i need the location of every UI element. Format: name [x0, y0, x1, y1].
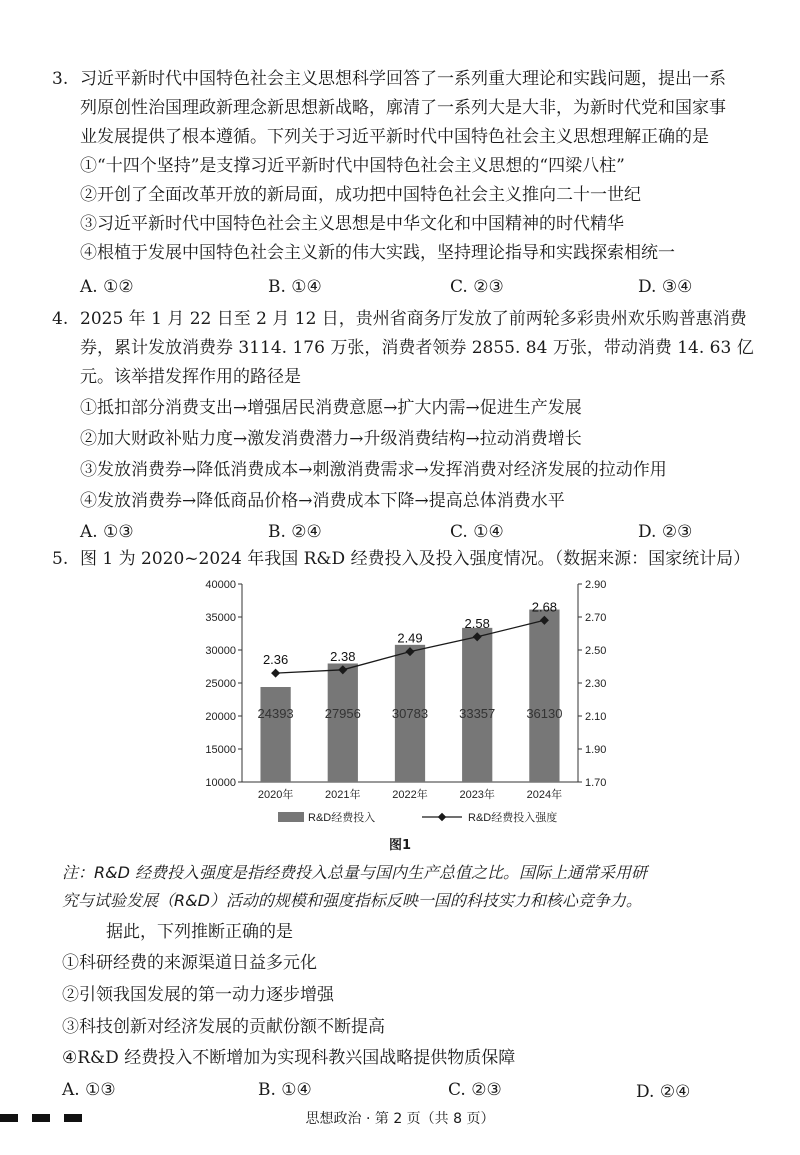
page-footer: 思想政治 · 第 2 页（共 8 页） — [305, 1111, 495, 1127]
q4-option-d[interactable]: D. ②③ — [638, 522, 693, 542]
right-tick-label: 2.30 — [585, 678, 607, 690]
intensity-data-label: 2.68 — [531, 599, 558, 615]
q4-stem-line: 元。该举措发挥作用的路径是 — [80, 367, 301, 387]
q3-number: 3. — [52, 69, 69, 89]
q5-option-c[interactable]: C. ②③ — [448, 1080, 502, 1100]
x-tick-label: 2020年 — [257, 789, 294, 801]
bar-data-label: 36130 — [526, 706, 563, 721]
q3-statement: ②开创了全面改革开放的新局面，成功把中国特色社会主义推向二十一世纪 — [80, 185, 641, 205]
right-tick-label: 2.70 — [585, 612, 607, 624]
right-tick-label: 2.10 — [585, 711, 607, 723]
right-tick-label: 1.70 — [585, 777, 607, 789]
q4-option-b[interactable]: B. ②④ — [268, 522, 322, 542]
right-tick-label: 2.90 — [585, 579, 607, 591]
intensity-data-label: 2.36 — [262, 652, 289, 668]
right-tick-label: 2.50 — [585, 645, 607, 657]
bar-data-label: 30783 — [391, 706, 429, 721]
q5-option-a[interactable]: A. ①③ — [62, 1080, 116, 1100]
left-tick-label: 30000 — [205, 645, 236, 657]
x-tick-label: 2024年 — [526, 789, 563, 801]
q3-option-b[interactable]: B. ①④ — [268, 277, 322, 297]
left-tick-label: 10000 — [205, 777, 236, 789]
q4-statement: ④发放消费券→降低商品价格→消费成本下降→提高总体消费水平 — [80, 491, 565, 511]
bar — [529, 610, 559, 782]
x-tick-label: 2023年 — [459, 789, 495, 801]
bar-data-label: 24393 — [257, 706, 294, 721]
q3-stem-line: 习近平新时代中国特色社会主义思想科学回答了一系列重大理论和实践问题，提出一系 — [80, 69, 726, 89]
q4-statement: ①抵扣部分消费支出→增强居民消费意愿→扩大内需→促进生产发展 — [80, 398, 582, 418]
q3-statement: ④根植于发展中国特色社会主义新的伟大实践，坚持理论指导和实践探索相统一 — [80, 243, 675, 263]
q3-option-c[interactable]: C. ②③ — [450, 277, 504, 297]
bar — [260, 687, 290, 782]
intensity-point — [271, 669, 280, 678]
q5-statement: ④R&D 经费投入不断增加为实现科教兴国战略提供物质保障 — [62, 1048, 516, 1068]
q4-stem-line: 2025 年 1 月 22 日至 2 月 12 日，贵州省商务厅发放了前两轮多彩贵州欢乐购普惠消费 — [80, 309, 747, 329]
intensity-data-label: 2.38 — [330, 648, 356, 664]
figure-caption: 图1 — [388, 838, 412, 853]
intensity-data-label: 2.58 — [464, 615, 490, 631]
q5-option-b[interactable]: B. ①④ — [258, 1080, 312, 1100]
legend-bar-label: R&D经费投入 — [308, 812, 376, 824]
q5-note-line: 究与试验发展（R&D）活动的规模和强度指标反映一国的科技实力和核心竞争力。 — [62, 891, 642, 910]
q3-option-d[interactable]: D. ③④ — [638, 277, 693, 297]
q3-option-a[interactable]: A. ①② — [80, 277, 134, 297]
q4-number: 4. — [52, 309, 69, 329]
q5-number: 5. — [52, 549, 69, 569]
right-tick-label: 1.90 — [585, 744, 607, 756]
q4-statement: ②加大财政补贴力度→激发消费潜力→升级消费结构→拉动消费增长 — [80, 429, 582, 449]
bar — [462, 628, 492, 782]
q5-statement: ②引领我国发展的第一动力逐步增强 — [62, 985, 334, 1005]
q5-note-line: 注：R&D 经费投入强度是指经费投入总量与国内生产总值之比。国际上通常采用研 — [62, 863, 648, 882]
bar-data-label: 27956 — [324, 706, 361, 721]
q5-stem: 图 1 为 2020~2024 年我国 R&D 经费投入及投入强度情况。（数据来源：国家统计局） — [80, 549, 751, 569]
left-tick-label: 15000 — [205, 744, 236, 756]
q3-statement: ①“十四个坚持”是支撑习近平新时代中国特色社会主义思想的“四梁八柱” — [80, 156, 625, 176]
bar — [328, 663, 358, 782]
x-tick-label: 2022年 — [392, 789, 428, 801]
q4-option-c[interactable]: C. ①④ — [450, 522, 504, 542]
q3-stem-line: 列原创性治国理政新理念新思想新战略，廓清了一系列大是大非，为新时代党和国家事 — [80, 98, 726, 118]
q4-option-a[interactable]: A. ①③ — [80, 522, 134, 542]
legend-line-label: R&D经费投入强度 — [468, 812, 558, 824]
left-tick-label: 40000 — [205, 579, 236, 591]
intensity-data-label: 2.49 — [397, 630, 423, 646]
left-tick-label: 20000 — [205, 711, 236, 723]
left-tick-label: 35000 — [205, 612, 236, 624]
left-tick-label: 25000 — [205, 678, 236, 690]
q5-statement: ③科技创新对经济发展的贡献份额不断提高 — [62, 1017, 385, 1037]
rd-chart — [200, 572, 620, 827]
q5-lead: 据此，下列推断正确的是 — [106, 922, 293, 942]
q4-stem-line: 券，累计发放消费券 3114. 176 万张，消费者领券 2855. 84 万张，带动消费 14. 63 亿 — [80, 338, 754, 358]
q3-statement: ③习近平新时代中国特色社会主义思想是中华文化和中国精神的时代精华 — [80, 214, 624, 234]
bar-data-label: 33357 — [459, 706, 496, 721]
q3-stem-line: 业发展提供了根本遵循。下列关于习近平新时代中国特色社会主义思想理解正确的是 — [80, 127, 709, 147]
legend-line-marker — [438, 813, 446, 821]
q5-option-d[interactable]: D. ②④ — [636, 1082, 691, 1102]
legend-bar-swatch — [278, 812, 304, 822]
q5-statement: ①科研经费的来源渠道日益多元化 — [62, 953, 317, 973]
q4-statement: ③发放消费券→降低消费成本→刺激消费需求→发挥消费对经济发展的拉动作用 — [80, 460, 667, 480]
x-tick-label: 2021年 — [325, 789, 361, 801]
